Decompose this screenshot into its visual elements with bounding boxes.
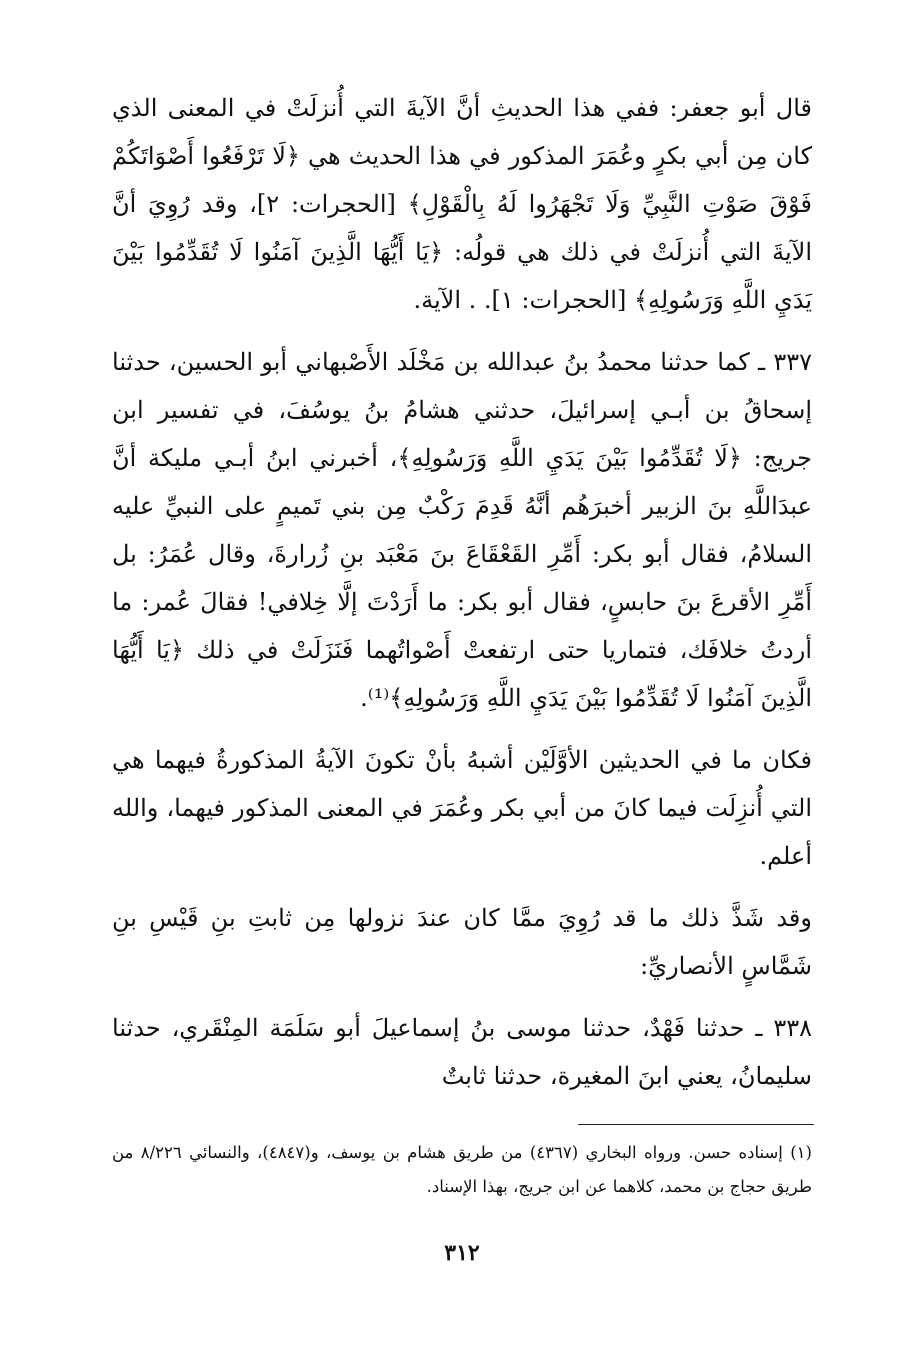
paragraph-thabit: وقد شَذَّ ذلك ما قد رُوِيَ ممَّا كان عندَ نزولها مِن ثابتِ بنِ قَيْسِ بنِ شَمَّاسٍ الأنصاريِّ:	[112, 904, 812, 980]
paragraph-commentary: قال أبو جعفر: ففي هذا الحديثِ أنَّ الآيةَ التي أُنزلَتْ في المعنى الذي كان مِن أبي بكرٍ وعُمَرَ المذكور في هذا الحديث هي ﴿لَا تَرْفَعُوا أَصْوَاتَكُمْ فَوْقَ صَوْتِ النَّبِيِّ وَلَا تَجْهَرُوا لَهُ بِالْقَوْلِ﴾ [الحجرات: ٢]، وقد رُوِيَ أنَّ الآيةَ التي أُنزلَتْ في ذلك هي قولُه: ﴿يَا أَيُّهَا الَّذِينَ آمَنُوا لَا تُقَدِّمُوا بَيْنَ يَدَيِ اللَّهِ وَرَسُولِهِ﴾ [الحجرات: ١]. . الآية.	[112, 94, 812, 314]
footnotes	[112, 1136, 812, 1204]
paragraph-hadith-338: ٣٣٨ ـ حدثنا فَهْدٌ، حدثنا موسى بنُ إسماعيلَ أبو سَلَمَة المِنْقَري، حدثنا سليمانُ، يعني ابنَ المغيرة، حدثنا ثابتٌ	[112, 1014, 812, 1090]
main-text	[112, 84, 812, 1100]
paragraph-conclusion: فكان ما في الحديثين الأوَّلَيْن أشبهُ بأنْ تكونَ الآيةُ المذكورةُ فيهما هي التي أُنزِلَت فيما كانَ من أبي بكر وعُمَرَ في المعنى المذكور فيهما، والله أعلم.	[112, 746, 812, 870]
footnote-divider	[578, 1124, 814, 1125]
paragraph-hadith-337: ٣٣٧ ـ كما حدثنا محمدُ بنُ عبدالله بن مَخْلَد الأَصْبهاني أبو الحسين، حدثنا إسحاقُ بن أبـي إسرائيلَ، حدثني هشامُ بنُ يوسُفَ، في تفسير ابن جريج: ﴿لَا تُقَدِّمُوا بَيْنَ يَدَيِ اللَّهِ وَرَسُولِهِ﴾، أخبرني ابنُ أبـي مليكة أنَّ عبدَاللَّهِ بنَ الزبير أخبرَهُم أنَّهُ قَدِمَ رَكْبٌ مِن بني تَميمٍ على النبيِّ عليه السلامُ، فقال أبو بكر: أَمِّرِ القَعْقَاعَ بنَ مَعْبَد بنِ زُرارةَ، وقال عُمَرُ: بل أَمِّرِ الأقرعَ بنَ حابسٍ، فقال أبو بكر: ما أَرَدْتَ إلَّا خِلافي! فقالَ عُمر: ما أردتُ خلافَك، فتماريا حتى ارتفعتْ أَصْواتُهما فَنَزَلَتْ في ذلك ﴿يَا أَيُّهَا الَّذِينَ آمَنُوا لَا تُقَدِّمُوا بَيْنَ يَدَيِ اللَّهِ وَرَسُولِهِ﴾⁽¹⁾.	[112, 348, 813, 712]
footnote-1: (١) إسناده حسن. ورواه البخاري (٤٣٦٧) من طريق هشام بن يوسف، و(٤٨٤٧)، والنسائي ٨/٢٢٦ من طريق حجاج بن محمد، كلاهما عن ابن جريج، بهذا الإسناد.	[112, 1143, 812, 1196]
page-number: ٣١٢	[444, 1240, 480, 1266]
